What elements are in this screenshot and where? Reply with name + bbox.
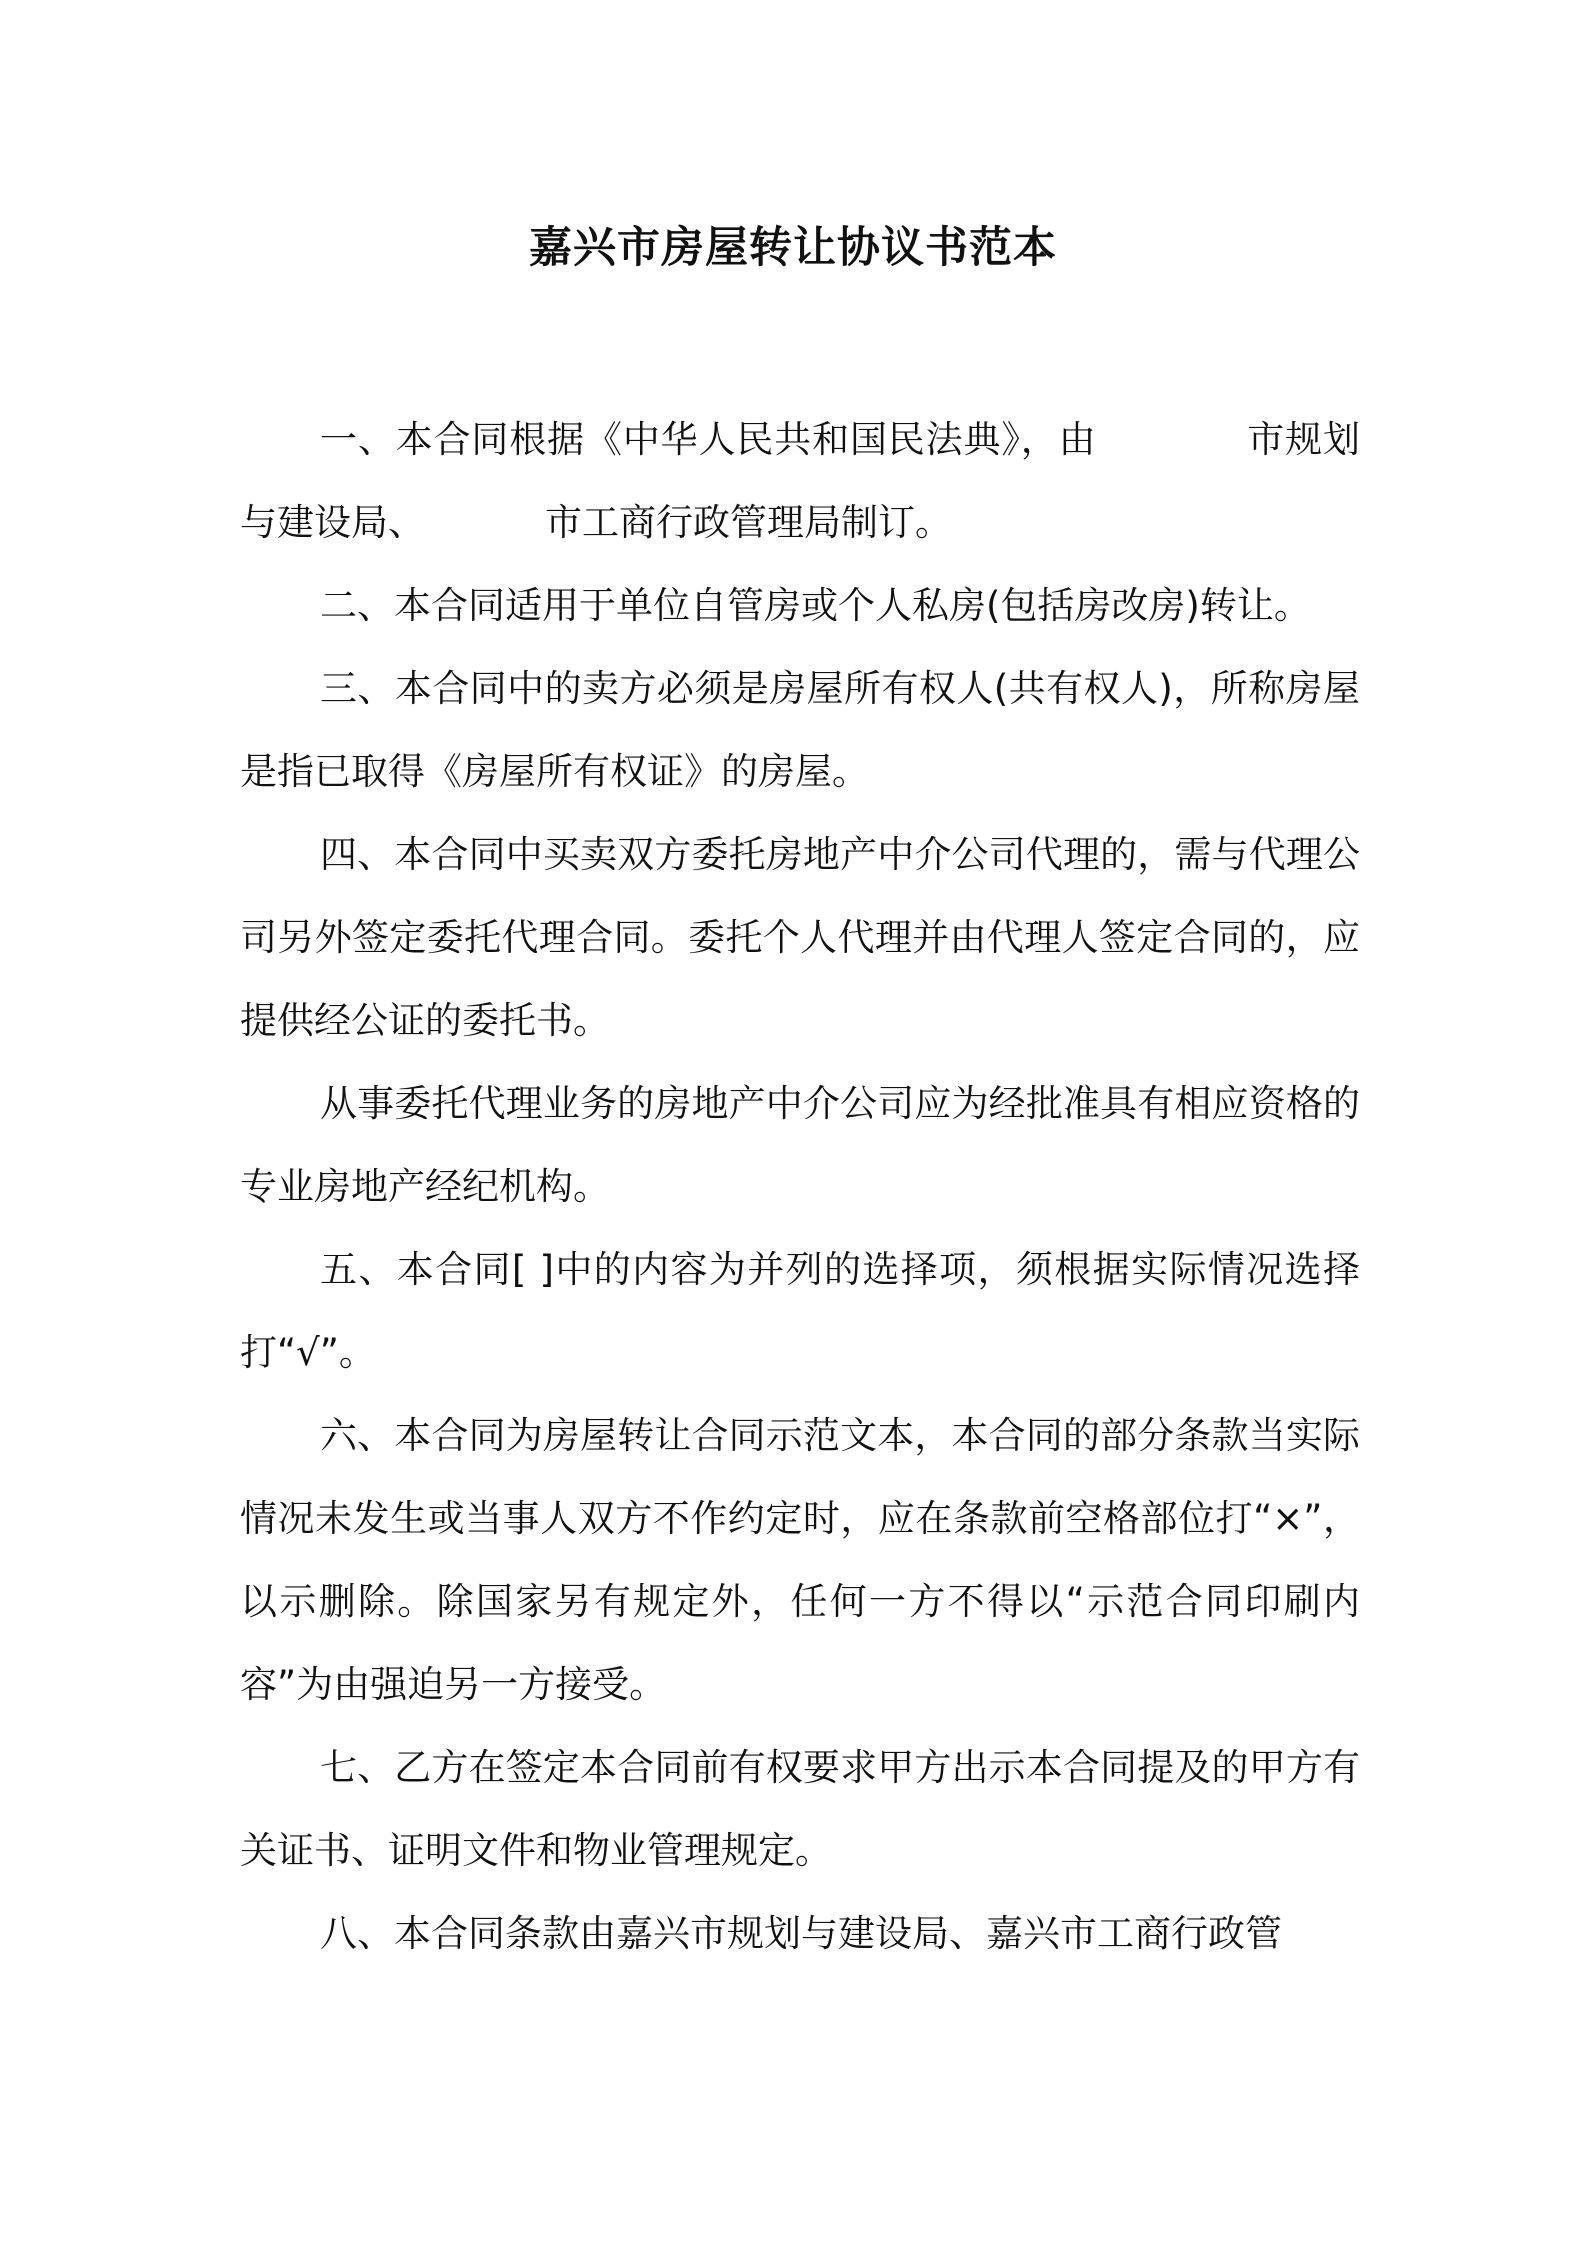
clause-6: 六、本合同为房屋转让合同示范文本，本合同的部分条款当实际情况未发生或当事人双方不作约定时，应在条款前空格部位打“×”，以示删除。除国家另有规定外，任何一方不得以“示范合同印刷内容”为由强迫另一方接受。 — [240, 1414, 1360, 1706]
clause-1 — [240, 398, 1360, 564]
clause-4: 四、本合同中买卖双方委托房地产中介公司代理的，需与代理公司另外签定委托代理合同。委托个人代理并由代理人签定合同的，应提供经公证的委托书。 — [240, 833, 1360, 1042]
clause-1-part-b: 市规划与建设局、 — [240, 418, 1361, 544]
clause-8: 八、本合同条款由嘉兴市规划与建设局、嘉兴市工商行政管 — [320, 1912, 1282, 1955]
clause-1-part-c: 市工商行政管理局制订。 — [545, 501, 952, 544]
document-body — [240, 398, 1360, 1975]
clause-7: 七、乙方在签定本合同前有权要求甲方出示本合同提及的甲方有关证书、证明文件和物业管理规定。 — [240, 1746, 1360, 1872]
clause-4-continuation: 从事委托代理业务的房地产中介公司应为经批准具有相应资格的专业房地产经纪机构。 — [240, 1082, 1360, 1208]
clause-3: 三、本合同中的卖方必须是房屋所有权人(共有权人)，所称房屋是指已取得《房屋所有权证》的房屋。 — [240, 667, 1360, 793]
clause-5: 五、本合同[ ]中的内容为并列的选择项，须根据实际情况选择打“√”。 — [240, 1248, 1360, 1374]
document-title: 嘉兴市房屋转让协议书范本 — [529, 223, 1057, 273]
clause-2: 二、本合同适用于单位自管房或个人私房(包括房改房)转让。 — [320, 584, 1311, 627]
clause-1-part-a: 一、本合同根据《中华人民共和国民法典》，由 — [320, 418, 1097, 461]
